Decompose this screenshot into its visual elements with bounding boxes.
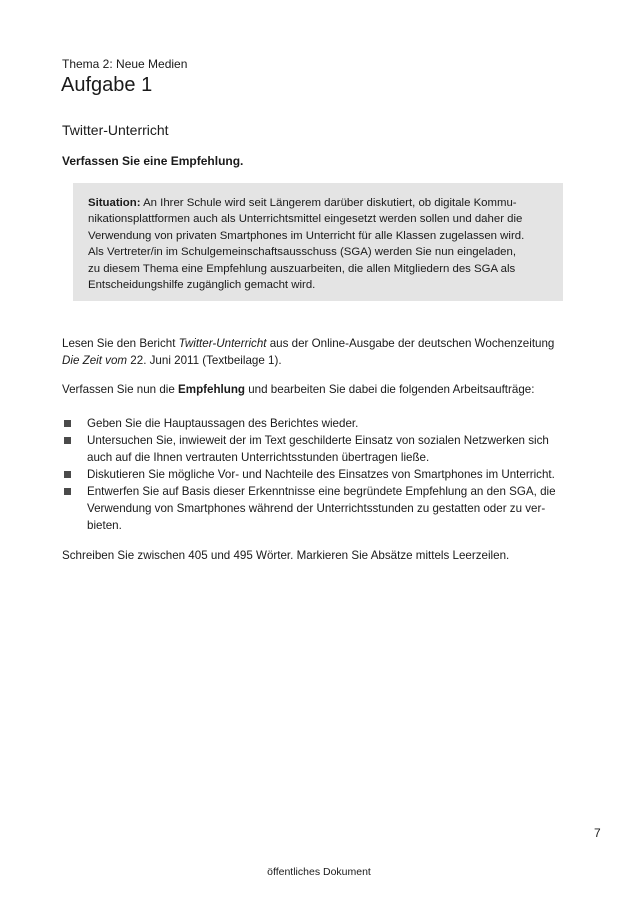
section-title: Twitter-Unterricht — [62, 122, 169, 138]
situation-line: Als Vertreter/in im Schulgemeinschaftsausschuss (SGA) werden Sie nun eingeladen, — [88, 246, 516, 259]
task-intro-text: Verfassen Sie nun die — [62, 383, 179, 396]
list-item — [62, 415, 556, 432]
word-count-note: Schreiben Sie zwischen 405 und 495 Wörter. Markieren Sie Absätze mittels Leerzeilen. — [62, 549, 510, 562]
reading-text: aus der Online-Ausgabe der deutschen Wochenzeitung — [266, 337, 555, 350]
list-item — [62, 483, 556, 534]
square-bullet-icon — [64, 471, 71, 478]
list-item — [62, 466, 556, 483]
list-item-text: auch auf die Ihnen vertrauten Unterrichtsstunden übertragen ließe. — [87, 451, 430, 464]
task-intro — [62, 381, 534, 398]
situation-line — [88, 195, 555, 211]
task-title: Aufgabe 1 — [61, 74, 153, 96]
list-item-text: Entwerfen Sie auf Basis dieser Erkenntnisse eine begründete Empfehlung an den SGA, die — [87, 485, 556, 498]
situation-line: nikationsplattformen auch als Unterrichtsmittel eingesetzt werden sollen und daher die — [88, 213, 523, 226]
list-item-text: Verwendung von Smartphones während der Unterrichtsstunden zu gestatten oder zu ver- — [87, 502, 546, 515]
situation-label: Situation: — [88, 197, 141, 209]
list-item-text: Diskutieren Sie mögliche Vor- und Nachteile des Einsatzes von Smartphones im Unterricht. — [87, 468, 555, 481]
article-title: Twitter-Unterricht — [178, 337, 267, 350]
publication-name: Die Zeit vom — [62, 354, 128, 367]
list-item-text: Untersuchen Sie, inwieweit der im Text geschilderte Einsatz von sozialen Netzwerken sich — [87, 434, 549, 447]
text-type: Empfehlung — [178, 383, 246, 396]
footer-label: öffentliches Dokument — [267, 866, 371, 878]
situation-box — [73, 183, 563, 301]
list-item-text: bieten. — [87, 519, 122, 532]
list-item — [62, 432, 556, 466]
situation-line: zu diesem Thema eine Empfehlung auszuarbeiten, die allen Mitgliedern des SGA als — [88, 262, 516, 275]
instruction-heading: Verfassen Sie eine Empfehlung. — [62, 154, 244, 168]
square-bullet-icon — [64, 437, 71, 444]
situation-line: Verwendung von privaten Smartphones im Unterricht für alle Klassen zugelassen wird. — [88, 229, 525, 242]
task-intro-text: und bearbeiten Sie dabei die folgenden Arbeitsaufträge: — [245, 383, 535, 396]
reading-text: Lesen Sie den Bericht — [62, 337, 179, 350]
square-bullet-icon — [64, 488, 71, 495]
list-item-text: Geben Sie die Hauptaussagen des Berichtes wieder. — [87, 417, 359, 430]
page-number: 7 — [594, 826, 601, 840]
reading-text: 22. Juni 2011 (Textbeilage 1). — [127, 354, 282, 367]
square-bullet-icon — [64, 420, 71, 427]
task-list — [62, 415, 556, 534]
topic-label: Thema 2: Neue Medien — [62, 57, 188, 71]
situation-text: An Ihrer Schule wird seit Längerem darüber diskutiert, ob digitale Kommu- — [143, 197, 517, 209]
situation-line: Entscheidungshilfe zugänglich gemacht wird. — [88, 279, 316, 292]
reading-instruction — [62, 335, 554, 369]
